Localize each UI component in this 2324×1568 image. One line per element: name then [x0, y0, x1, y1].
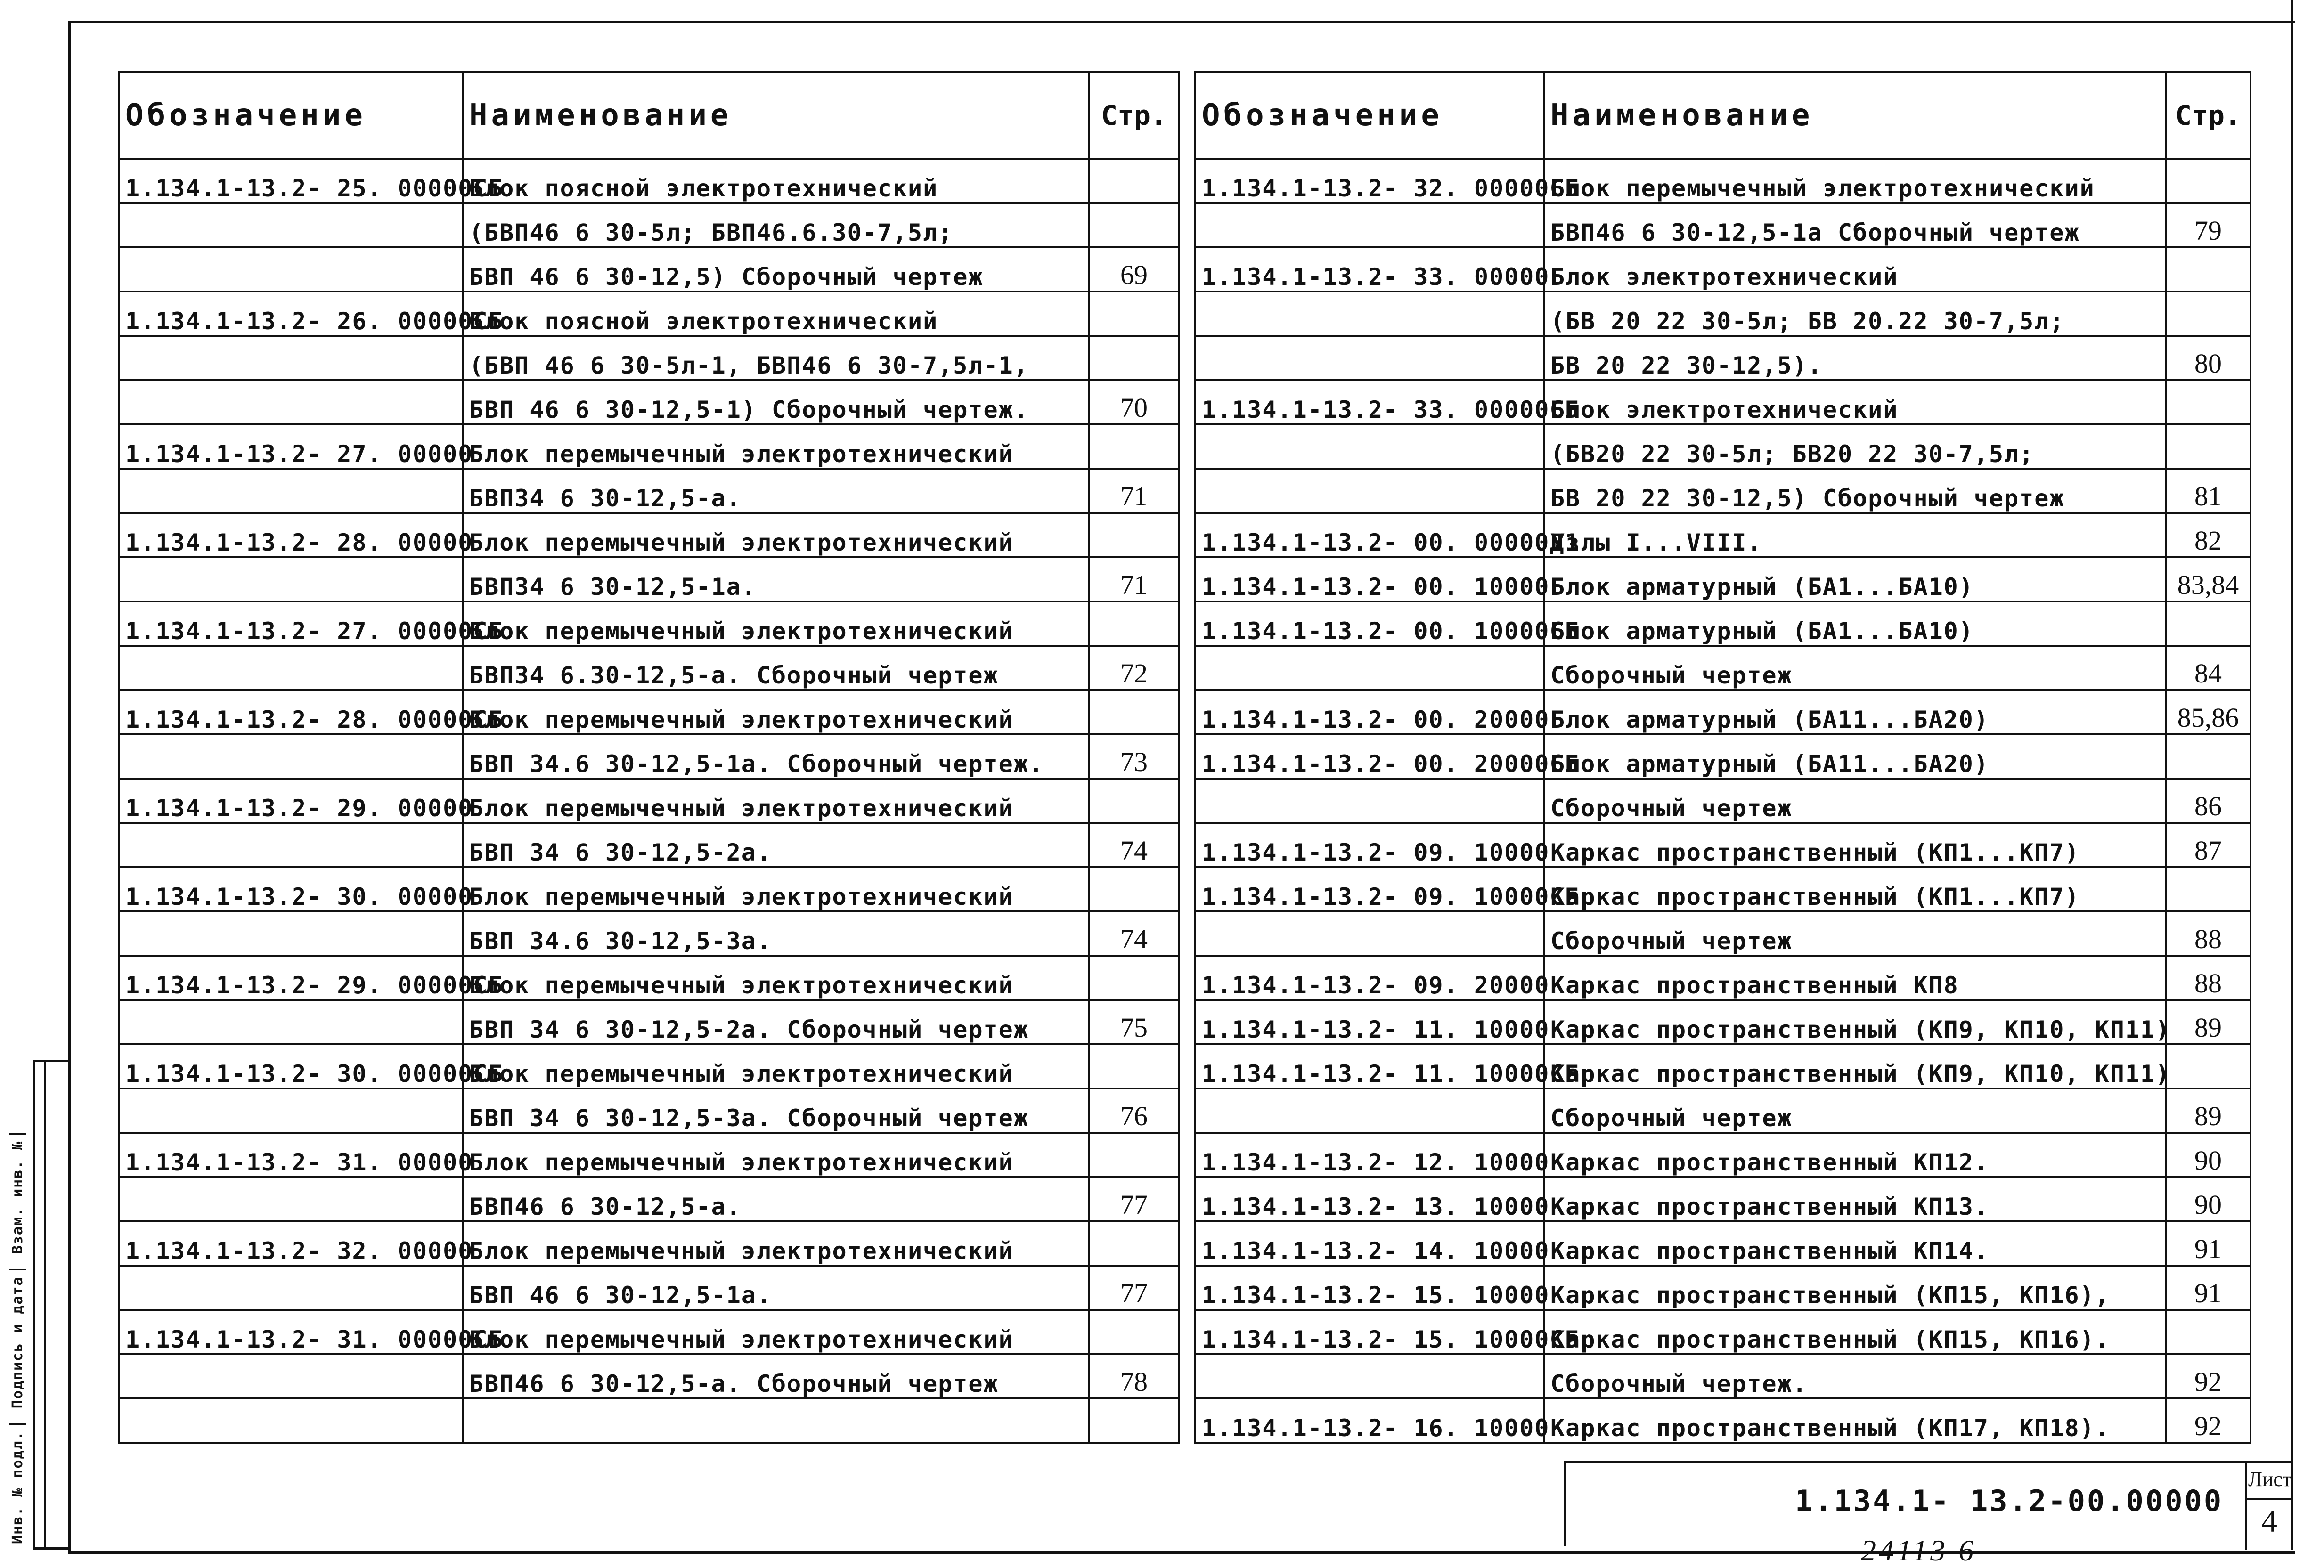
- cell-name: БВП 34 6 30-12,5-2а.: [463, 823, 1089, 867]
- cell-page: 74: [1089, 823, 1179, 867]
- cell-designation: 1.134.1-13.2- 13. 10000: [1195, 1177, 1544, 1221]
- table-row: [1195, 1177, 2251, 1221]
- cell-page: 91: [2166, 1266, 2251, 1310]
- table-row: [119, 1044, 1179, 1089]
- cell-name: Каркас пространственный КП12.: [1544, 1133, 2166, 1177]
- cell-page: [1089, 601, 1179, 646]
- cell-page: 69: [1089, 247, 1179, 292]
- cell-designation: 1.134.1-13.2- 14. 10000: [1195, 1221, 1544, 1266]
- cell-page: 71: [1089, 557, 1179, 601]
- cell-page: 89: [2166, 1089, 2251, 1133]
- cell-page: 89: [2166, 1000, 2251, 1044]
- cell-designation: [119, 336, 463, 380]
- cell-designation: [119, 1266, 463, 1310]
- cell-designation: 1.134.1-13.2- 09. 10000: [1195, 823, 1544, 867]
- cell-designation: [1195, 646, 1544, 690]
- cell-designation: 1.134.1-13.2- 09. 10000СБ: [1195, 867, 1544, 911]
- table-row: [1195, 734, 2251, 779]
- cell-designation: 1.134.1-13.2- 15. 10000: [1195, 1266, 1544, 1310]
- cell-designation: 1.134.1-13.2- 25. 00000СБ: [119, 159, 463, 203]
- table-row: [119, 336, 1179, 380]
- table-row: [119, 380, 1179, 424]
- cell-page: [2166, 292, 2251, 336]
- table-row: [1195, 557, 2251, 601]
- cell-name: БВ 20 22 30-12,5) Сборочный чертеж: [1544, 469, 2166, 513]
- table-row: [1195, 911, 2251, 956]
- cell-name: Блок перемычечный электротехнический: [463, 779, 1089, 823]
- right-border-line: [2291, 0, 2293, 1550]
- side-labels: [9, 1134, 26, 1550]
- table-row: [1195, 1133, 2251, 1177]
- table-row: [119, 292, 1179, 336]
- cell-name: Каркас пространственный (КП1...КП7): [1544, 867, 2166, 911]
- cell-designation: [1195, 1354, 1544, 1398]
- cell-name: Блок перемычечный электротехнический: [463, 424, 1089, 469]
- table-row: [119, 734, 1179, 779]
- cell-name: БВП46 6 30-12,5-а.: [463, 1177, 1089, 1221]
- cell-designation: 1.134.1-13.2- 16. 10000: [1195, 1398, 1544, 1443]
- cell-page: [1089, 1310, 1179, 1354]
- cell-designation: [1195, 292, 1544, 336]
- table-row: [119, 823, 1179, 867]
- cell-designation: 1.134.1-13.2- 32. 00000СБ: [1195, 159, 1544, 203]
- side-strip: [33, 1060, 68, 1550]
- bottom-note: 24113 6: [1861, 1534, 1977, 1567]
- cell-page: 79: [2166, 203, 2251, 247]
- table-row: [119, 557, 1179, 601]
- table-row: [119, 1133, 1179, 1177]
- cell-designation: [119, 469, 463, 513]
- cell-name: Блок перемычечный электротехнический: [463, 690, 1089, 734]
- cell-name: Блок перемычечный электротехнический: [463, 1044, 1089, 1089]
- table-row: [119, 1266, 1179, 1310]
- cell-designation: 1.134.1-13.2- 29. 00000: [119, 779, 463, 823]
- cell-name: Каркас пространственный (КП15, КП16),: [1544, 1266, 2166, 1310]
- cell-page: [2166, 601, 2251, 646]
- cell-page: [1089, 690, 1179, 734]
- cell-page: 91: [2166, 1221, 2251, 1266]
- table-row: [119, 1354, 1179, 1398]
- cell-name: Блок электротехнический: [1544, 380, 2166, 424]
- table-row: [1195, 823, 2251, 867]
- cell-name: БВП 34.6 30-12,5-3а.: [463, 911, 1089, 956]
- table-row: [119, 247, 1179, 292]
- cell-name: БВП46 6 30-12,5-1а Сборочный чертеж: [1544, 203, 2166, 247]
- cell-name: БВП 46 6 30-12,5) Сборочный чертеж: [463, 247, 1089, 292]
- table-row: [1195, 380, 2251, 424]
- cell-designation: [119, 1000, 463, 1044]
- cell-name: [463, 1398, 1089, 1443]
- cell-designation: 1.134.1-13.2- 00. 00000Д1: [1195, 513, 1544, 557]
- table-row: [119, 646, 1179, 690]
- cell-name: (БВ 20 22 30-5л; БВ 20.22 30-7,5л;: [1544, 292, 2166, 336]
- cell-name: Блок перемычечный электротехнический: [463, 1310, 1089, 1354]
- table-row: [1195, 1266, 2251, 1310]
- document-number: 1.134.1- 13.2-00.00000: [1795, 1484, 2224, 1518]
- cell-page: [2166, 1310, 2251, 1354]
- cell-designation: 1.134.1-13.2- 31. 00000: [119, 1133, 463, 1177]
- cell-page: 81: [2166, 469, 2251, 513]
- cell-page: 74: [1089, 911, 1179, 956]
- cell-designation: [119, 1398, 463, 1443]
- table-row: [1195, 779, 2251, 823]
- cell-designation: [1195, 424, 1544, 469]
- cell-page: [1089, 1044, 1179, 1089]
- cell-page: [1089, 424, 1179, 469]
- cell-designation: 1.134.1-13.2- 27. 00000: [119, 424, 463, 469]
- table-row: [1195, 1000, 2251, 1044]
- cell-page: [2166, 380, 2251, 424]
- cell-name: БВП34 6.30-12,5-а. Сборочный чертеж: [463, 646, 1089, 690]
- table-row: [1195, 956, 2251, 1000]
- table-row: [119, 911, 1179, 956]
- cell-designation: [1195, 1089, 1544, 1133]
- cell-designation: 1.134.1-13.2- 29. 00000СБ: [119, 956, 463, 1000]
- table-row: [1195, 1310, 2251, 1354]
- cell-name: БВП 46 6 30-12,5-1) Сборочный чертеж.: [463, 380, 1089, 424]
- sheet-label: Лист: [2248, 1468, 2292, 1491]
- side-label-replace: Взам. инв. №: [9, 1134, 26, 1260]
- cell-designation: [119, 911, 463, 956]
- cell-name: Блок арматурный (БА11...БА20): [1544, 690, 2166, 734]
- cell-page: 72: [1089, 646, 1179, 690]
- table-row: [1195, 203, 2251, 247]
- cell-name: Каркас пространственный (КП9, КП10, КП11): [1544, 1000, 2166, 1044]
- cell-name: БВП34 6 30-12,5-1а.: [463, 557, 1089, 601]
- table-row: [1195, 336, 2251, 380]
- cell-name: БВП 34 6 30-12,5-2а. Сборочный чертеж: [463, 1000, 1089, 1044]
- table-row: [1195, 1221, 2251, 1266]
- table-row: [119, 1310, 1179, 1354]
- cell-page: [1089, 956, 1179, 1000]
- cell-designation: [119, 247, 463, 292]
- cell-designation: [1195, 779, 1544, 823]
- cell-page: 90: [2166, 1133, 2251, 1177]
- cell-designation: [119, 380, 463, 424]
- side-label-inv: Инв. № подл.: [9, 1423, 26, 1550]
- cell-name: (БВ20 22 30-5л; БВ20 22 30-7,5л;: [1544, 424, 2166, 469]
- header-page: Стр.: [1089, 72, 1179, 159]
- cell-page: 92: [2166, 1398, 2251, 1443]
- cell-page: 87: [2166, 823, 2251, 867]
- contents-table-right: [1194, 71, 2251, 1444]
- cell-page: [1089, 203, 1179, 247]
- table-row: [119, 1000, 1179, 1044]
- cell-page: 88: [2166, 911, 2251, 956]
- cell-name: Сборочный чертеж: [1544, 911, 2166, 956]
- cell-page: [1089, 1133, 1179, 1177]
- cell-designation: [1195, 203, 1544, 247]
- cell-page: [2166, 1044, 2251, 1089]
- cell-page: 73: [1089, 734, 1179, 779]
- table-row: [119, 779, 1179, 823]
- cell-designation: 1.134.1-13.2- 26. 00000СБ: [119, 292, 463, 336]
- cell-page: [1089, 336, 1179, 380]
- table-row: [119, 1089, 1179, 1133]
- cell-name: Блок перемычечный электротехнический: [463, 601, 1089, 646]
- cell-name: Сборочный чертеж: [1544, 646, 2166, 690]
- cell-name: БВ 20 22 30-12,5).: [1544, 336, 2166, 380]
- cell-page: [1089, 1221, 1179, 1266]
- cell-name: Блок поясной электротехнический: [463, 159, 1089, 203]
- cell-designation: 1.134.1-13.2- 12. 10000: [1195, 1133, 1544, 1177]
- contents-table-left: [118, 71, 1180, 1444]
- cell-name: Каркас пространственный (КП15, КП16).: [1544, 1310, 2166, 1354]
- cell-page: [2166, 734, 2251, 779]
- cell-page: [2166, 159, 2251, 203]
- cell-designation: 1.134.1-13.2- 09. 20000: [1195, 956, 1544, 1000]
- table-row: [1195, 601, 2251, 646]
- sheet-number: 4: [2261, 1503, 2277, 1539]
- cell-designation: [119, 646, 463, 690]
- cell-designation: [1195, 911, 1544, 956]
- cell-page: 85,86: [2166, 690, 2251, 734]
- cell-name: Каркас пространственный КП13.: [1544, 1177, 2166, 1221]
- cell-page: 83,84: [2166, 557, 2251, 601]
- cell-name: Блок электротехнический: [1544, 247, 2166, 292]
- table-row: [1195, 867, 2251, 911]
- table-row: [119, 1177, 1179, 1221]
- cell-designation: 1.134.1-13.2- 32. 00000: [119, 1221, 463, 1266]
- cell-designation: 1.134.1-13.2- 33. 00000: [1195, 247, 1544, 292]
- table-row: [119, 203, 1179, 247]
- cell-page: [2166, 867, 2251, 911]
- cell-designation: [119, 823, 463, 867]
- cell-page: [1089, 159, 1179, 203]
- cell-name: БВП46 6 30-12,5-а. Сборочный чертеж: [463, 1354, 1089, 1398]
- table-row: [119, 513, 1179, 557]
- cell-designation: 1.134.1-13.2- 30. 00000: [119, 867, 463, 911]
- cell-designation: 1.134.1-13.2- 11. 10000: [1195, 1000, 1544, 1044]
- table-row: [119, 956, 1179, 1000]
- cell-page: 84: [2166, 646, 2251, 690]
- cell-designation: [119, 734, 463, 779]
- cell-name: Каркас пространственный КП14.: [1544, 1221, 2166, 1266]
- table-row: [119, 1221, 1179, 1266]
- cell-designation: 1.134.1-13.2- 28. 00000: [119, 513, 463, 557]
- cell-page: 71: [1089, 469, 1179, 513]
- cell-designation: 1.134.1-13.2- 00. 20000: [1195, 690, 1544, 734]
- table-row: [1195, 1089, 2251, 1133]
- cell-page: 76: [1089, 1089, 1179, 1133]
- cell-designation: 1.134.1-13.2- 00. 10000СБ: [1195, 601, 1544, 646]
- cell-designation: [119, 203, 463, 247]
- table-row: [1195, 690, 2251, 734]
- table-row: [119, 1398, 1179, 1443]
- cell-name: Блок перемычечный электротехнический: [1544, 159, 2166, 203]
- cell-name: Блок перемычечный электротехнический: [463, 1133, 1089, 1177]
- cell-designation: 1.134.1-13.2- 33. 00000СБ: [1195, 380, 1544, 424]
- cell-page: 80: [2166, 336, 2251, 380]
- cell-name: Блок арматурный (БА1...БА10): [1544, 601, 2166, 646]
- table-row: [119, 159, 1179, 203]
- cell-name: Сборочный чертеж.: [1544, 1354, 2166, 1398]
- cell-designation: 1.134.1-13.2- 00. 10000: [1195, 557, 1544, 601]
- cell-designation: 1.134.1-13.2- 00. 20000СБ: [1195, 734, 1544, 779]
- cell-page: 82: [2166, 513, 2251, 557]
- cell-page: 77: [1089, 1177, 1179, 1221]
- cell-designation: [1195, 336, 1544, 380]
- cell-designation: [119, 1354, 463, 1398]
- cell-name: БВП 46 6 30-12,5-1а.: [463, 1266, 1089, 1310]
- cell-name: Блок перемычечный электротехнический: [463, 513, 1089, 557]
- cell-name: Каркас пространственный (КП17, КП18).: [1544, 1398, 2166, 1443]
- cell-page: [2166, 247, 2251, 292]
- table-row: [1195, 513, 2251, 557]
- table-row: [1195, 159, 2251, 203]
- cell-name: Сборочный чертеж: [1544, 779, 2166, 823]
- cell-name: Сборочный чертеж: [1544, 1089, 2166, 1133]
- cell-page: [1089, 513, 1179, 557]
- cell-page: [1089, 867, 1179, 911]
- side-label-sign: Подпись и дата: [9, 1269, 26, 1414]
- sheet-divider: [2247, 1498, 2292, 1500]
- cell-name: Блок перемычечный электротехнический: [463, 1221, 1089, 1266]
- cell-page: 75: [1089, 1000, 1179, 1044]
- cell-name: Блок перемычечный электротехнический: [463, 867, 1089, 911]
- cell-name: Блок поясной электротехнический: [463, 292, 1089, 336]
- header-page: Стр.: [2166, 72, 2251, 159]
- table-row: [119, 601, 1179, 646]
- cell-name: БВП 34 6 30-12,5-3а. Сборочный чертеж: [463, 1089, 1089, 1133]
- header-name: Наименование: [1544, 72, 2166, 159]
- cell-name: Каркас пространственный (КП1...КП7): [1544, 823, 2166, 867]
- cell-designation: [1195, 469, 1544, 513]
- cell-page: 86: [2166, 779, 2251, 823]
- table-row: [119, 424, 1179, 469]
- cell-designation: 1.134.1-13.2- 28. 00000СБ: [119, 690, 463, 734]
- header-designation: Обозначение: [119, 72, 463, 159]
- table-row: [1195, 1354, 2251, 1398]
- table-row: [119, 690, 1179, 734]
- cell-designation: [119, 1089, 463, 1133]
- cell-name: БВП34 6 30-12,5-а.: [463, 469, 1089, 513]
- table-row: [1195, 292, 2251, 336]
- cell-name: БВП 34.6 30-12,5-1а. Сборочный чертеж.: [463, 734, 1089, 779]
- cell-name: Каркас пространственный КП8: [1544, 956, 2166, 1000]
- header-designation: Обозначение: [1195, 72, 1544, 159]
- table-row: [1195, 424, 2251, 469]
- table-row: [119, 469, 1179, 513]
- cell-page: [2166, 424, 2251, 469]
- cell-page: 88: [2166, 956, 2251, 1000]
- cell-page: 77: [1089, 1266, 1179, 1310]
- header-name: Наименование: [463, 72, 1089, 159]
- cell-designation: [119, 1177, 463, 1221]
- cell-designation: [119, 557, 463, 601]
- table-row: [1195, 1044, 2251, 1089]
- cell-page: [1089, 1398, 1179, 1443]
- cell-name: Узлы I...VIII.: [1544, 513, 2166, 557]
- cell-page: [1089, 779, 1179, 823]
- table-row: [1195, 1398, 2251, 1443]
- table-row: [1195, 646, 2251, 690]
- table-row: [1195, 469, 2251, 513]
- cell-page: 70: [1089, 380, 1179, 424]
- cell-name: (БВП46 6 30-5л; БВП46.6.30-7,5л;: [463, 203, 1089, 247]
- cell-designation: 1.134.1-13.2- 31. 00000СБ: [119, 1310, 463, 1354]
- cell-designation: 1.134.1-13.2- 27. 00000СБ: [119, 601, 463, 646]
- cell-designation: 1.134.1-13.2- 11. 10000СБ: [1195, 1044, 1544, 1089]
- cell-name: Блок арматурный (БА1...БА10): [1544, 557, 2166, 601]
- cell-designation: 1.134.1-13.2- 15. 10000СБ: [1195, 1310, 1544, 1354]
- cell-page: 92: [2166, 1354, 2251, 1398]
- cell-name: Блок арматурный (БА11...БА20): [1544, 734, 2166, 779]
- cell-designation: 1.134.1-13.2- 30. 00000СБ: [119, 1044, 463, 1089]
- cell-page: 90: [2166, 1177, 2251, 1221]
- cell-page: [1089, 292, 1179, 336]
- cell-name: (БВП 46 6 30-5л-1, БВП46 6 30-7,5л-1,: [463, 336, 1089, 380]
- table-row: [1195, 247, 2251, 292]
- cell-name: Блок перемычечный электротехнический: [463, 956, 1089, 1000]
- cell-name: Каркас пространственный (КП9, КП10, КП11): [1544, 1044, 2166, 1089]
- cell-page: 78: [1089, 1354, 1179, 1398]
- table-row: [119, 867, 1179, 911]
